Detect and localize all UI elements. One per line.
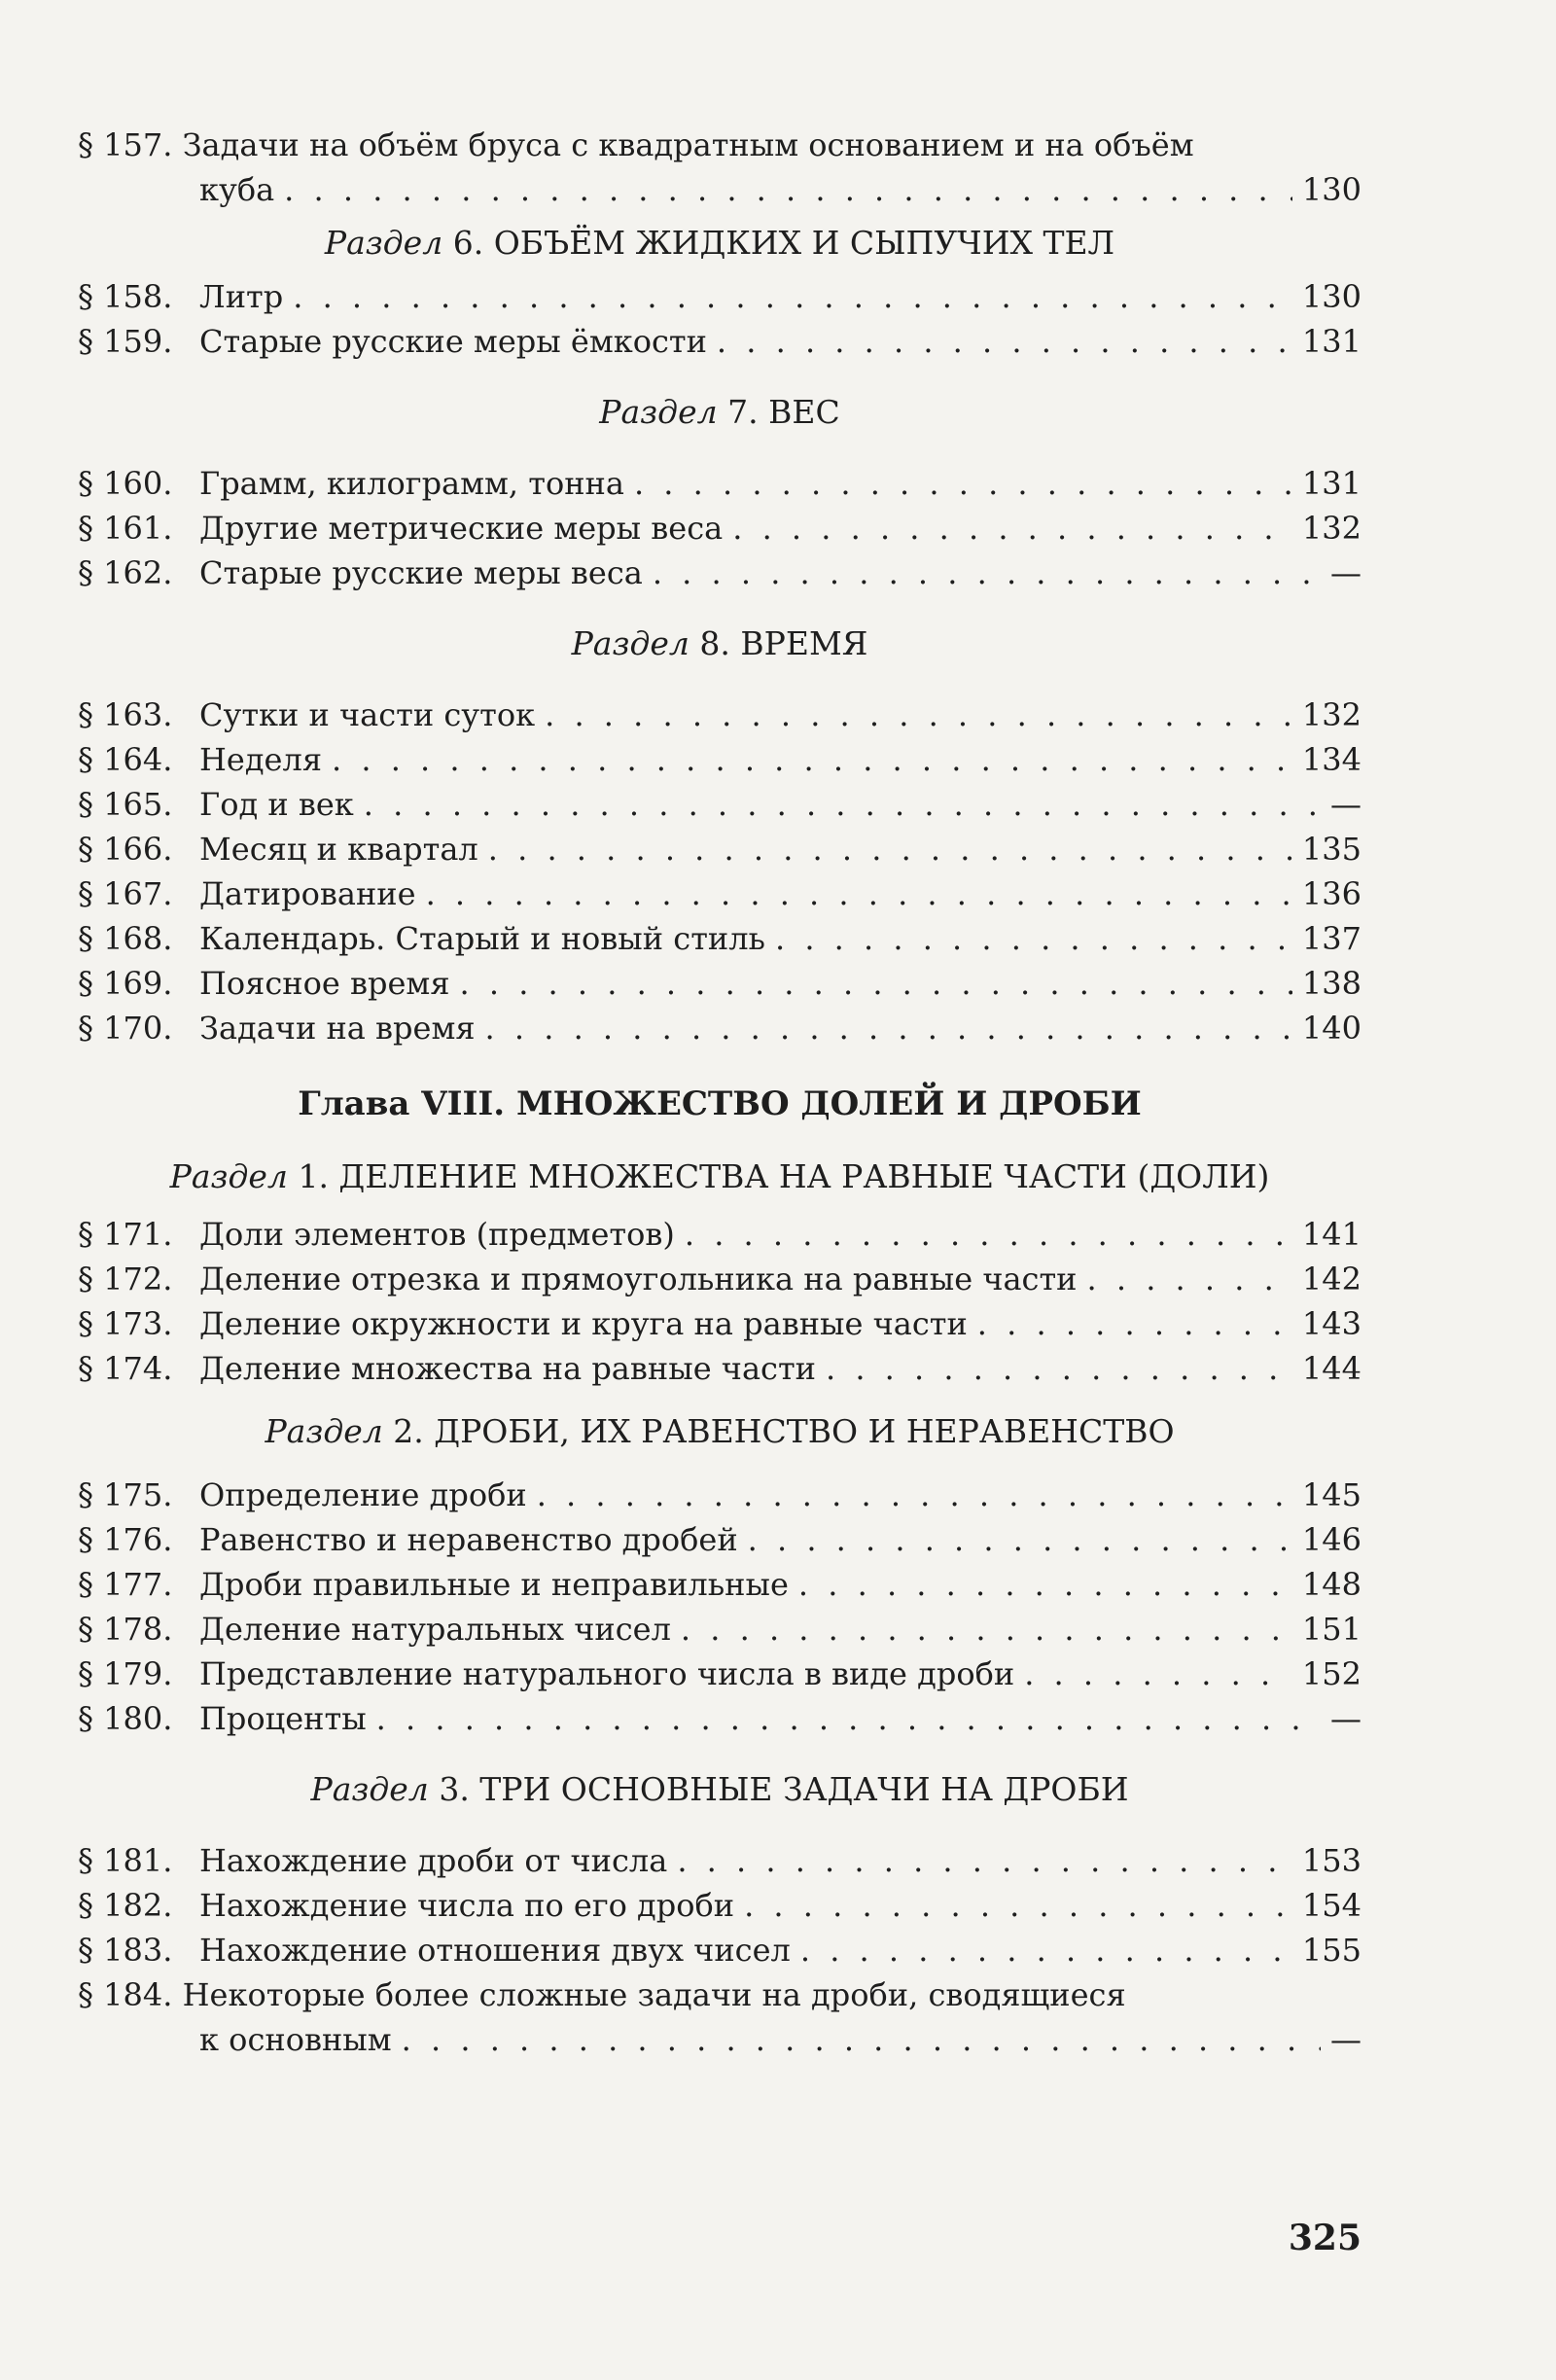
leader-dots xyxy=(284,167,1292,212)
toc-entry-177: § 177. Дроби правильные и неправильные . . . 148 xyxy=(78,1562,1362,1607)
toc-entry-167: § 167. Датирование . . . 136 xyxy=(78,871,1362,916)
toc-entry-179: § 179. Представление натурального числа в виде дроби . . . 152 xyxy=(78,1652,1362,1696)
toc-entry-182: § 182. Нахождение числа по его дроби . . . 154 xyxy=(78,1883,1362,1928)
toc-entry-181: § 181. Нахождение дроби от числа . . . 153 xyxy=(78,1838,1362,1883)
chapter-heading-8: Глава VIII. МНОЖЕСТВО ДОЛЕЙ И ДРОБИ xyxy=(298,1084,1142,1123)
page-number: 325 xyxy=(1288,2218,1362,2258)
toc-entry-158: § 158. Литр . . . 130 xyxy=(78,274,1362,319)
toc-entry-172: § 172. Деление отрезка и прямоугольника на равные части . . . 142 xyxy=(78,1257,1362,1301)
toc-entry-166: § 166. Месяц и квартал . . . 135 xyxy=(78,827,1362,871)
toc-entry-164: § 164. Неделя . . . 134 xyxy=(78,737,1362,782)
toc-entry-174: § 174. Деление множества на равные части . . . 144 xyxy=(78,1346,1362,1391)
section-heading-6: Раздел 6. ОБЪЁМ ЖИДКИХ И СЫПУЧИХ ТЕЛ xyxy=(324,224,1115,262)
toc-entry-160: § 160. Грамм, килограмм, тонна . . . 131 xyxy=(78,461,1362,506)
toc-entry-165: § 165. Год и век . . . — xyxy=(78,782,1362,827)
toc-entry-184: к основным . . . — xyxy=(78,2017,1362,2062)
toc-entry-161: § 161. Другие метрические меры веса . . . 132 xyxy=(78,506,1362,551)
toc-entry-175: § 175. Определение дроби . . . 145 xyxy=(78,1473,1362,1517)
toc-entry-157: куба . . . 130 xyxy=(78,167,1362,212)
toc-entry-162: § 162. Старые русские меры веса . . . — xyxy=(78,551,1362,595)
toc-entry-171: § 171. Доли элементов (предметов) . . . 141 xyxy=(78,1212,1362,1257)
section-heading-7: Раздел 7. ВЕС xyxy=(599,393,840,431)
section-heading-8: Раздел 8. ВРЕМЯ xyxy=(571,624,868,662)
section-heading-1: Раздел 1. ДЕЛЕНИЕ МНОЖЕСТВА НА РАВНЫЕ ЧАСТИ (ДОЛИ) xyxy=(169,1157,1270,1195)
toc-entry-176: § 176. Равенство и неравенство дробей . . . 146 xyxy=(78,1517,1362,1562)
toc-entry-159: § 159. Старые русские меры ёмкости . . . 131 xyxy=(78,319,1362,364)
toc-entry-180: § 180. Проценты . . . — xyxy=(78,1696,1362,1741)
toc-entry-169: § 169. Поясное время . . . 138 xyxy=(78,961,1362,1006)
toc-entry-168: § 168. Календарь. Старый и новый стиль . . . 137 xyxy=(78,916,1362,961)
section-heading-2: Раздел 2. ДРОБИ, ИХ РАВЕНСТВО И НЕРАВЕНСТВО xyxy=(265,1412,1175,1450)
toc-entry-163: § 163. Сутки и части суток . . . 132 xyxy=(78,693,1362,737)
toc-entry-157-first-line: § 157. Задачи на объём бруса с квадратным основанием и на объём xyxy=(78,126,1194,163)
toc-entry-183: § 183. Нахождение отношения двух чисел . . . 155 xyxy=(78,1928,1362,1972)
section-heading-3: Раздел 3. ТРИ ОСНОВНЫЕ ЗАДАЧИ НА ДРОБИ xyxy=(310,1770,1129,1808)
toc-entry-173: § 173. Деление окружности и круга на равные части . . . 143 xyxy=(78,1301,1362,1346)
toc-entry-178: § 178. Деление натуральных чисел . . . 151 xyxy=(78,1607,1362,1652)
toc-entry-170: § 170. Задачи на время . . . 140 xyxy=(78,1006,1362,1050)
toc-entry-184-first-line: § 184. Некоторые более сложные задачи на дроби, сводящиеся xyxy=(78,1976,1126,2013)
table-of-contents xyxy=(78,123,1362,2062)
